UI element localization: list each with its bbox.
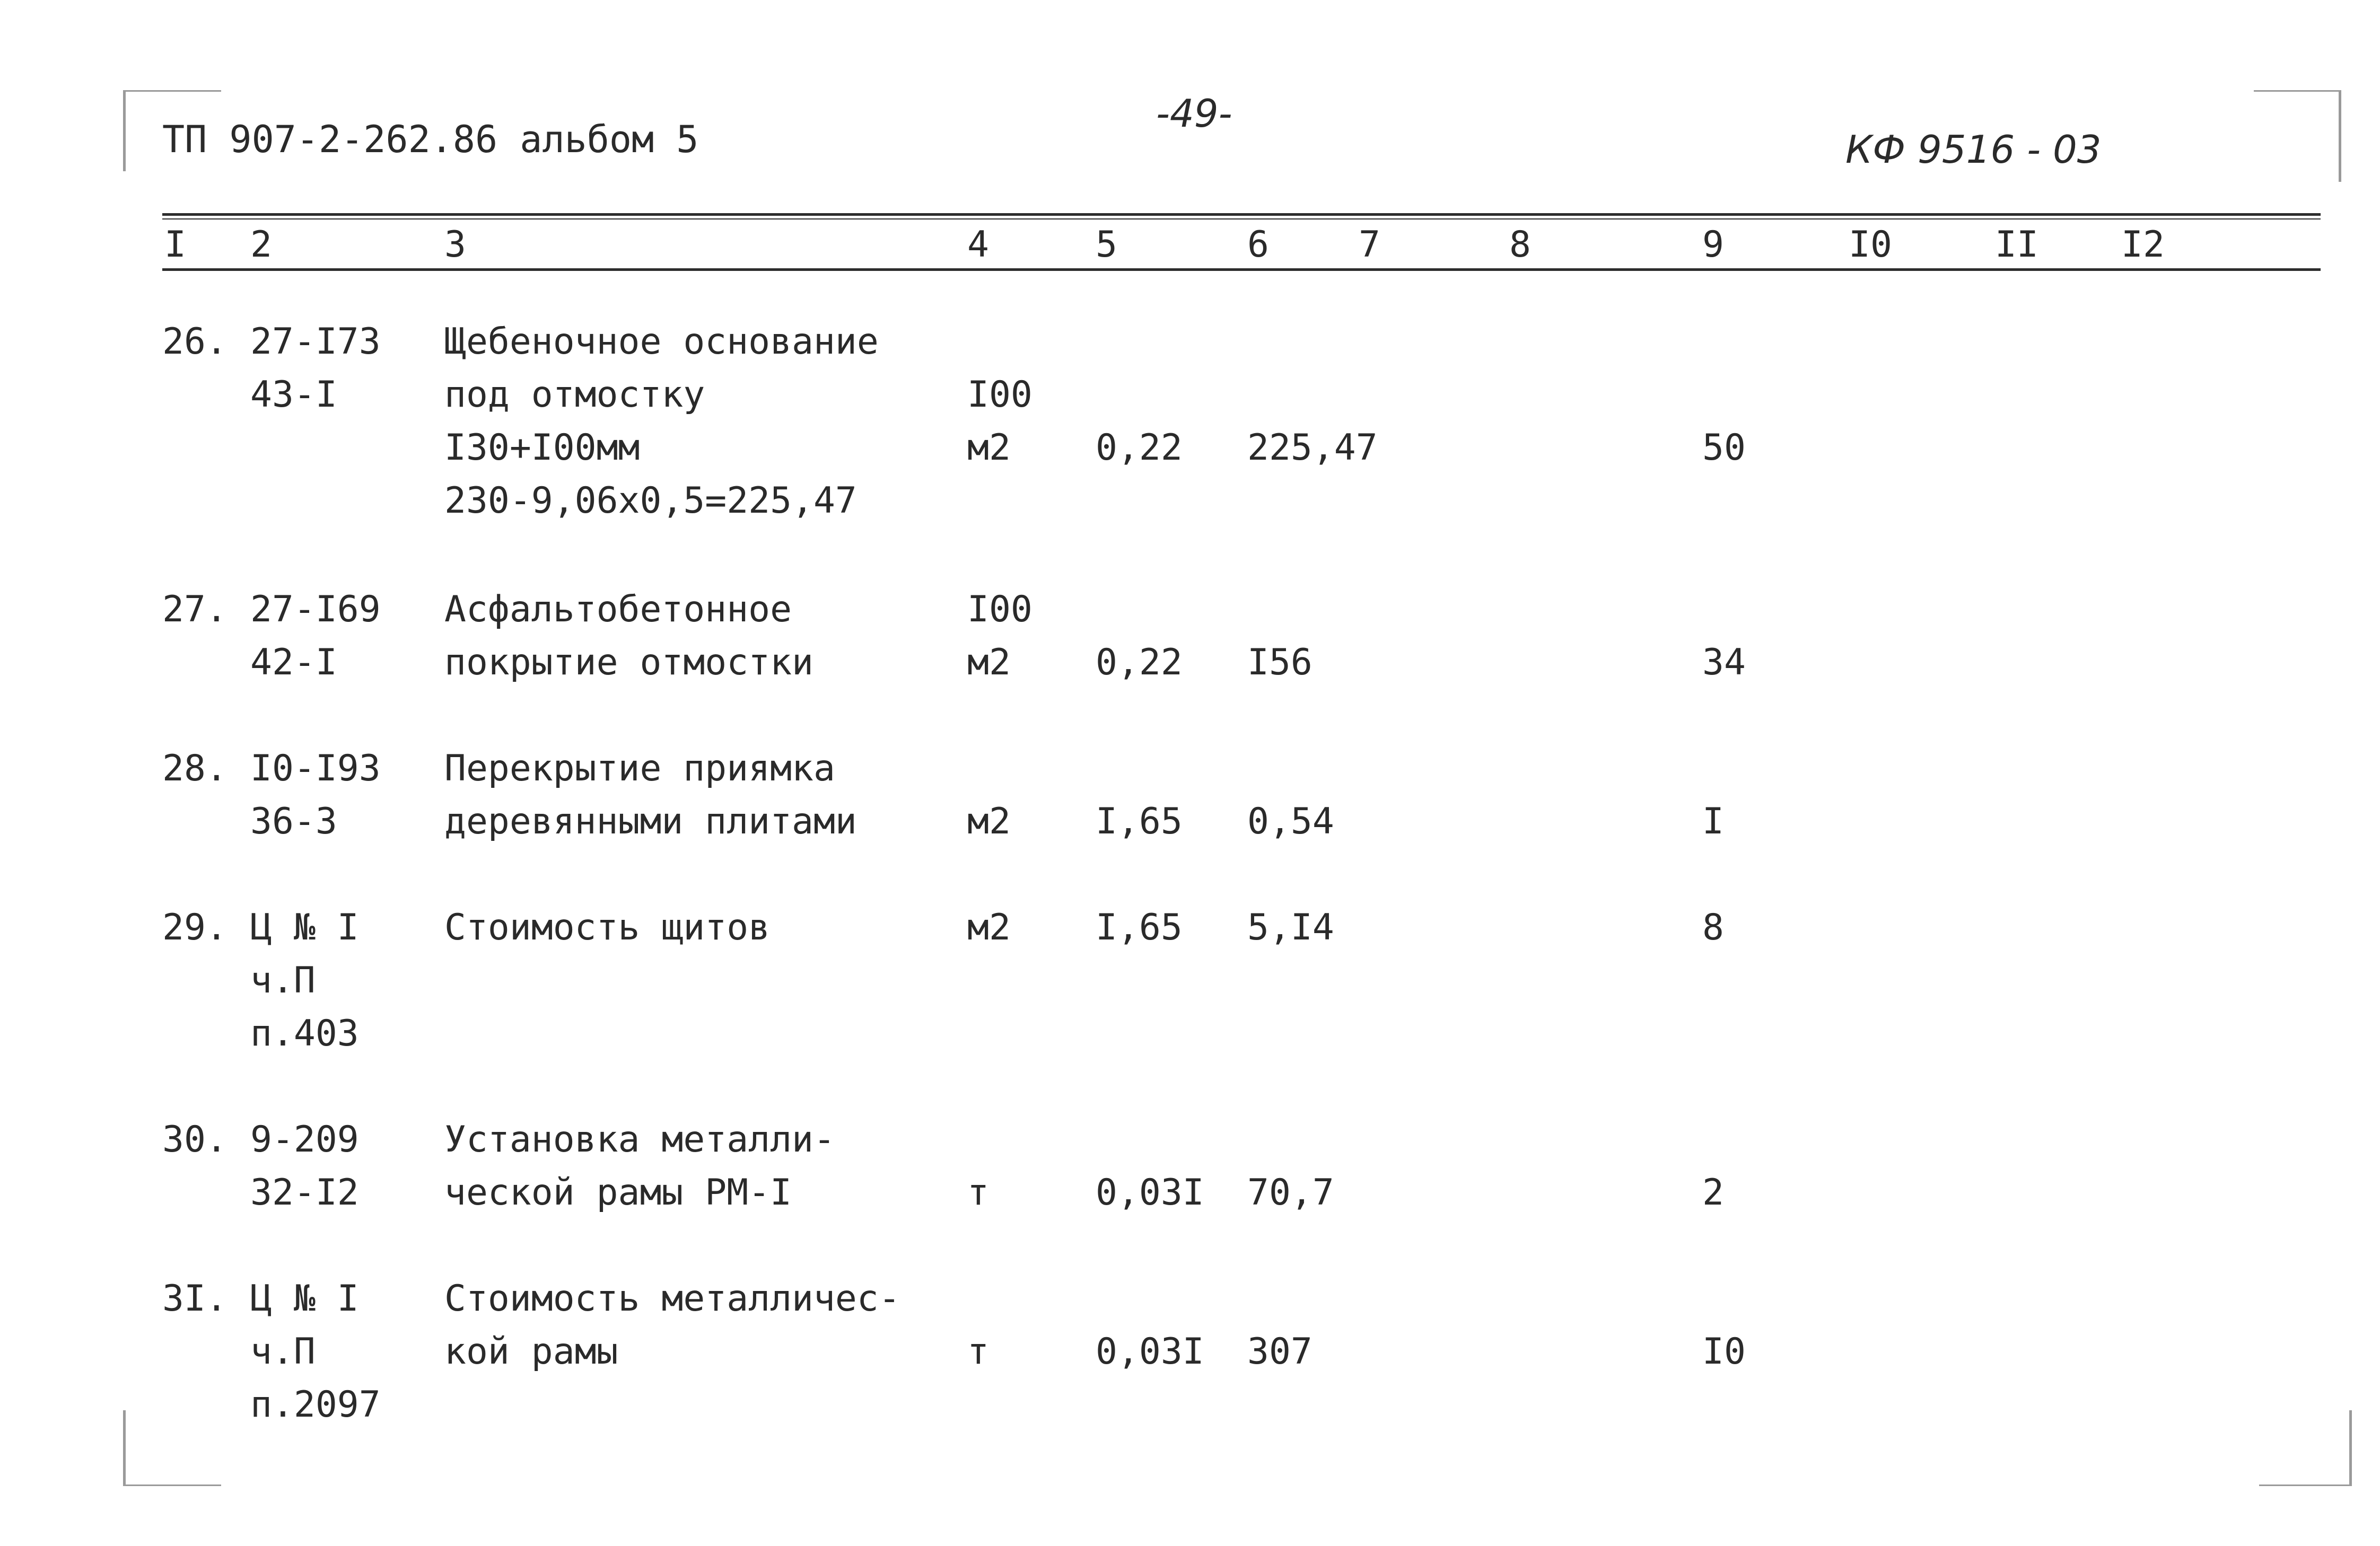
unit-line: т [967,1331,989,1373]
unit-line: I00 [967,374,1032,416]
row-number: 27. [162,588,228,630]
document-designation: ТП 907-2-262.86 альбом 5 [162,118,699,161]
unit-line: м2 [967,642,1011,683]
work-description [444,742,857,848]
norm-code [250,1113,359,1219]
quantity: 0,03I [1096,1172,1204,1214]
work-description-line: ческой рамы РМ-I [444,1172,792,1214]
work-description-line: Перекрытие приямка [444,748,835,789]
total-cost: 8 [1702,907,1724,948]
row-number: 3I. [162,1278,228,1320]
document-code: КФ 9516 - 03 [1845,127,2102,172]
norm-code [250,1272,381,1431]
norm-code-line: Ц № I [250,907,359,948]
work-description-line: кой рамы [444,1331,618,1373]
norm-code-line: I0-I93 [250,748,381,789]
unit [967,1166,989,1219]
work-description-line: Стоимость металличес- [444,1278,900,1320]
norm-code [250,315,381,421]
work-description [444,315,879,528]
unit-price: 0,54 [1247,801,1334,842]
quantity: I,65 [1096,801,1183,842]
norm-code-line: 9-209 [250,1119,359,1161]
unit [967,1325,989,1378]
unit-line: I00 [967,588,1032,630]
row-number: 29. [162,907,228,948]
unit-price: 5,I4 [1247,907,1334,948]
column-number: 2 [250,224,272,266]
unit-line: м2 [967,907,1011,948]
row-number: 26. [162,321,228,363]
norm-code-line: 42-I [250,642,337,683]
header-rule-top [162,213,2321,216]
total-cost: 2 [1702,1172,1724,1214]
quantity: 0,22 [1096,427,1183,469]
work-description-line: 230-9,06х0,5=225,47 [444,480,857,522]
norm-code-line: 27-I73 [250,321,381,363]
unit [967,583,1032,689]
column-number: 3 [444,224,466,266]
page-number: -49- [1156,91,1232,136]
norm-code-line: 32-I2 [250,1172,359,1214]
unit-line: т [967,1172,989,1214]
unit-price: 307 [1247,1331,1312,1373]
work-description-line: I30+I00мм [444,427,640,469]
total-cost: I0 [1702,1331,1746,1373]
norm-code-line: 43-I [250,374,337,416]
norm-code-line: п.403 [250,1013,359,1055]
unit-line: м2 [967,801,1011,842]
unit-price: I56 [1247,642,1312,683]
unit-price: 225,47 [1247,427,1378,469]
corner-mark-top-right [2254,90,2341,182]
work-description [444,1113,835,1219]
unit [967,795,1011,848]
norm-code-line: 27-I69 [250,588,381,630]
column-number: 6 [1247,224,1269,266]
work-description-line: деревянными плитами [444,801,857,842]
quantity: 0,03I [1096,1331,1204,1373]
norm-code-line: ч.П [250,1331,316,1373]
column-number: 8 [1509,224,1531,266]
norm-code-line: п.2097 [250,1384,381,1426]
column-number: I0 [1849,224,1892,266]
norm-code [250,901,359,1060]
unit-line: м2 [967,427,1011,469]
work-description-line: под отмостку [444,374,705,416]
column-number: 5 [1096,224,1117,266]
total-cost: I [1702,801,1724,842]
column-number: 7 [1359,224,1380,266]
work-description-line: покрытие отмостки [444,642,813,683]
norm-code-line: ч.П [250,960,316,1002]
header-rule-bottom [162,268,2321,271]
work-description-line: Асфальтобетонное [444,588,792,630]
unit [967,901,1011,954]
work-description [444,583,813,689]
column-number: II [1995,224,2038,266]
norm-code [250,742,381,848]
work-description-line: Установка металли- [444,1119,835,1161]
work-description-line: Щебеночное основание [444,321,879,363]
row-number: 30. [162,1119,228,1161]
row-number: 28. [162,748,228,789]
corner-mark-bottom-left [123,1410,221,1486]
work-description [444,1272,900,1378]
column-number: I2 [2121,224,2165,266]
column-number: 4 [967,224,989,266]
total-cost: 34 [1702,642,1746,683]
unit [967,368,1032,475]
column-number: 9 [1702,224,1724,266]
quantity: I,65 [1096,907,1183,948]
header-rule-top-thin [162,218,2321,219]
norm-code-line: 36-3 [250,801,337,842]
work-description [444,901,770,954]
corner-mark-bottom-right [2259,1410,2352,1486]
work-description-line: Стоимость щитов [444,907,771,948]
norm-code-line: Ц № I [250,1278,359,1320]
norm-code [250,583,381,689]
column-number: I [164,224,186,266]
quantity: 0,22 [1096,642,1183,683]
total-cost: 50 [1702,427,1746,469]
unit-price: 70,7 [1247,1172,1334,1214]
